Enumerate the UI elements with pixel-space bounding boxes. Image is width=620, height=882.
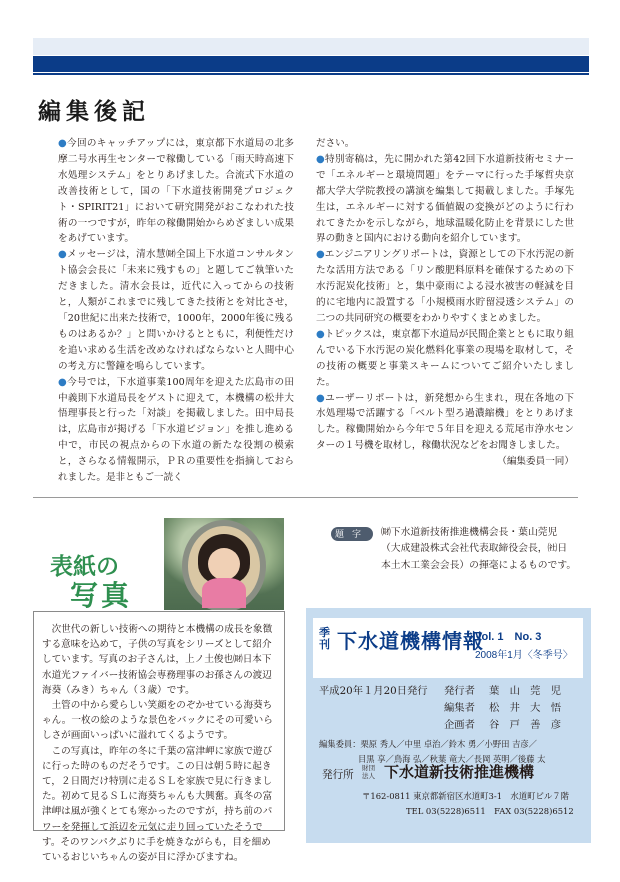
header-band-line [33, 73, 589, 75]
masthead-volume: Vol. 1 No. 3 [475, 631, 542, 643]
calligraphy-label: 題字 [331, 527, 373, 541]
bullet-icon: ● [316, 153, 325, 165]
publisher-label: 発行所 [322, 769, 354, 781]
role-label: 編集者 [444, 702, 475, 714]
cover-photo-description [33, 611, 285, 864]
editorial-continuation: ださい。 [316, 138, 355, 149]
editorial-paragraph: ●今回のキャッチアップには，東京都下水道局の北多摩二号水再生センターで稼働している「雨天時高速下水処理システム」をとりあげました。合流式下水道の改善技術として，国の「下水道技術開発プロジェクト・SPIRIT21」において研究開発がおこなわれた技術の一つですが，昨年の稼働開始からめざましい成果をあげています。 [58, 138, 294, 245]
calligraphy-credit: ㈶下水道新技術推進機構会長・葉山莞児 （大成建設株式会社代表取締役会長，㈳日 本土木工業会会長）の揮毫によるものです。 [381, 527, 577, 571]
masthead-date: 2008年1月〈冬季号〉 [475, 650, 573, 661]
role-person: 葉 山 莞 児 [489, 685, 562, 697]
role-person: 松 井 大 悟 [489, 702, 562, 714]
editorial-paragraph: ●エンジニアリングリポートは，資源としての下水汚泥の新たな活用方法である「リン酸肥料原料を確保するための下水汚泥炭化技術」と，集中豪雨による浸水被害の軽減を目的に宅地内に設置する「小規模雨水貯留浸透システム」の二つの共同研究の概要をわかりやすくまとめました。 [316, 249, 575, 324]
bullet-icon: ● [316, 328, 325, 340]
editorial-column-right [316, 136, 574, 470]
masthead-quarterly: 季刊 [319, 626, 330, 651]
editorial-paragraph: ●メッセージは，清水慧㈶全国上下水道コンサルタント協会会長に「未来に残すもの」と題してご執筆いただきました。清水会長は，近代に入ってからの技術と，人類がこれまでに残してきた技術とを対比させ，「20世紀に出来た技術で，1000年，2000年後に残るものはあるか？」と問いかけるとともに，利便性だけを追い求める生活を改めなければならないと人間中心の考え方に警鐘を鳴らしています。 [58, 249, 294, 372]
cover-heading-bottom: 写真 [70, 579, 133, 612]
role-label: 企画者 [444, 719, 475, 731]
header-band-light [33, 38, 589, 55]
cover-paragraph: 土管の中から愛らしい笑顔をのぞかせている海葵ちゃん。一枚の絵のような景色をバックにその可愛いらしさが画面いっぱいに溢れてくるようです。 [42, 700, 273, 742]
section-divider [33, 497, 578, 498]
cover-paragraph: この写真は，昨年の冬に千葉の富津岬に家族で遊びに行った時のものだそうです。この日は朝５時に起きて，２日間だけ特別に走るＳＬを家族で見に行きました。初めて見るＳＬに海葵ちゃんも大興奮。真冬の富津岬は風が強くとても寒かったのですが，持ち前のパワーを発揮して浜辺を元気に走り回っていたそうです。そのワンパクぶりに手を焼きながらも，目を細めているおじいちゃんの姿が目に浮かびますね。 [42, 745, 273, 864]
editorial-paragraph: ●今号では，下水道事業100周年を迎えた広島市の田中義則下水道局長をゲストに迎えて，本機構の松井大悟理事長と行った「対談」を掲載しました。田中局長は，広島市が掲げる「下水道ビジョン」を推し進める中で，市民の視点からの下水道の新たな役割の模索と，さらなる情報開示，ＰＲの重要性を指摘しておられました。是非ともご一読く [58, 376, 295, 484]
bullet-icon: ● [58, 138, 68, 149]
cover-photo [164, 518, 284, 610]
cover-paragraph: 次世代の新しい技術への期待と本機構の成長を象徴する意味を込めて，子供の写真をシリーズとして紹介しています。写真のお子さんは，上ノ土俊也㈶日本下水道光ファイバー技術協会専務理事のお孫さんの渡辺海葵（みき）ちゃん（３歳）です。 [42, 624, 273, 696]
issue-date: 平成20年１月20日発行 [319, 685, 428, 697]
editorial-committee: 編集委員：栗原 秀人／中里 卓治／鈴木 勇／小野田 吉彦／ 目黒 享／鳥海 弘／秋葉 竜大／長岡 英明／後藤 太 [319, 739, 546, 764]
editorial-paragraph: ●トピックスは，東京都下水道局が民間企業とともに取り組んでいる下水汚泥の炭化燃料化事業の現場を取材して，その技術の概要と事業スキームについてご紹介いたしました。 [316, 328, 574, 388]
bullet-icon: ● [58, 376, 68, 388]
bullet-icon: ● [58, 249, 68, 261]
publisher-address: 〒162-0811 東京都新宿区水道町3-1 水道町ビル７階 [362, 791, 570, 801]
bullet-icon: ● [316, 249, 325, 261]
header-band-dark [33, 56, 589, 72]
editorial-signature: （編集委員一同） [497, 456, 574, 468]
publisher-tag: 財団法人 [362, 764, 375, 780]
editorial-paragraph: ●ユーザーリポートは，新発想から生まれ，現在各地の下水処理場で活躍する「ベルト型ろ過濃縮機」をとりあげました。稼働開始から今年で５年目を迎える荒尾市浄水センターの１号機を取材し，稼働状況などをお聞きしました。 （編集委員一同） [316, 391, 574, 455]
publisher-phone: TEL 03(5228)6511 FAX 03(5228)6512 [406, 806, 574, 816]
page-title: 編集後記 [38, 98, 150, 125]
editorial-column-left [58, 136, 294, 486]
role-person: 谷 戸 善 彦 [489, 719, 562, 731]
role-label: 発行者 [444, 685, 475, 697]
bullet-icon: ● [316, 392, 326, 404]
editorial-paragraph: ●特別寄稿は，先に開かれた第42回下水道新技術セミナーで「エネルギーと環境問題」をテーマに行った手塚哲央京都大学大学院教授の講演を編集して掲載しました。手塚先生は，エネルギーに対する価値観の変換がどのように行われてきたかを示しながら，地球温暖化防止を背景にした世界の動きと国内における動向を紹介しています。 [316, 153, 574, 245]
masthead-name: 下水道機構情報 [337, 629, 484, 653]
publisher-name: 下水道新技術推進機構 [384, 764, 535, 781]
cover-heading-top: 表紙の [50, 553, 119, 580]
